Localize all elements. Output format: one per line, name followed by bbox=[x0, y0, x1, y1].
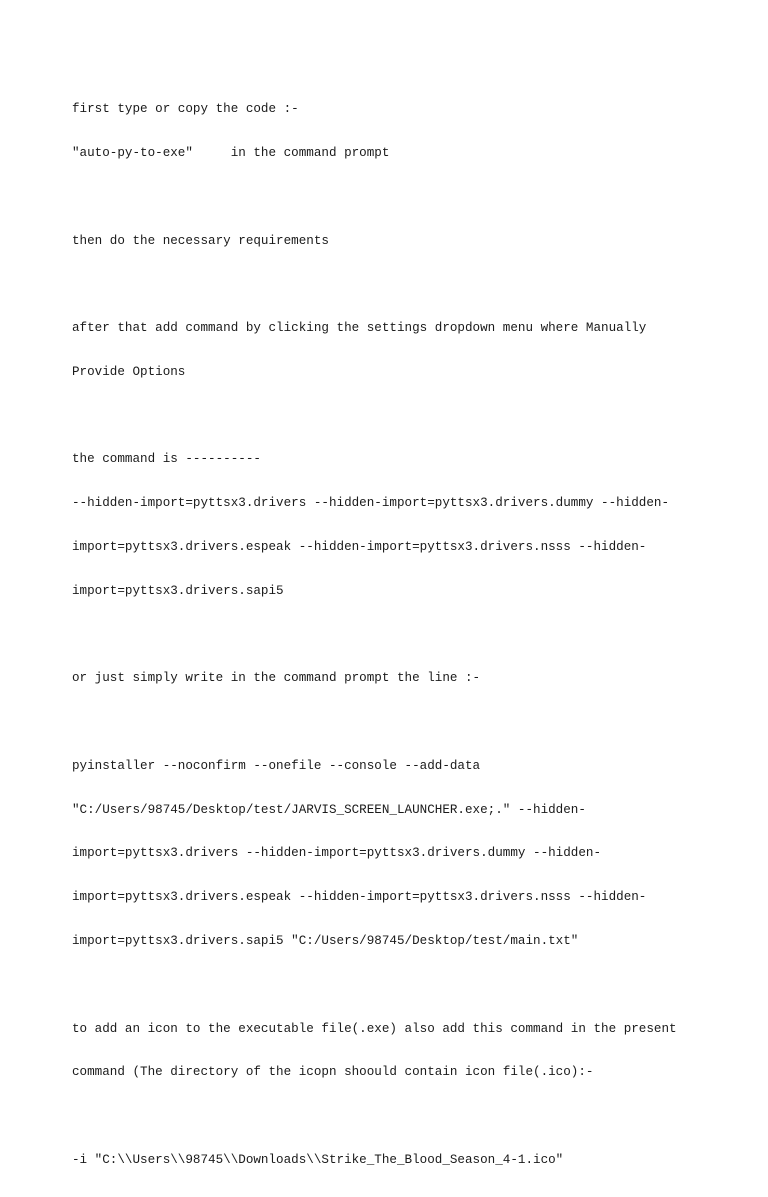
text-line: Provide Options bbox=[72, 364, 186, 379]
blank-line bbox=[72, 1109, 712, 1124]
blank-line bbox=[72, 277, 712, 292]
code-line: import=pyttsx3.drivers.espeak --hidden-import=pyttsx3.drivers.nsss --hidden- bbox=[72, 890, 647, 905]
blank-line bbox=[72, 409, 712, 424]
code-line: "C:/Users/98745/Desktop/test/JARVIS_SCREEN_LAUNCHER.exe;." --hidden- bbox=[72, 802, 586, 817]
code-line: import=pyttsx3.drivers.sapi5 bbox=[72, 583, 284, 598]
text-line: first type or copy the code :- bbox=[72, 102, 299, 117]
code-line: import=pyttsx3.drivers --hidden-import=pyttsx3.drivers.dummy --hidden- bbox=[72, 846, 602, 861]
blank-line bbox=[72, 628, 712, 643]
document-body bbox=[72, 73, 712, 1197]
code-line: import=pyttsx3.drivers.espeak --hidden-import=pyttsx3.drivers.nsss --hidden- bbox=[72, 540, 647, 554]
text-line: to add an icon to the executable file(.exe) also add this command in the present bbox=[72, 1021, 677, 1036]
text-line: command (The directory of the icopn shoould contain icon file(.ico):- bbox=[72, 1065, 594, 1080]
code-line: import=pyttsx3.drivers.sapi5 "C:/Users/98745/Desktop/test/main.txt" bbox=[72, 934, 579, 949]
code-line: --hidden-import=pyttsx3.drivers --hidden-import=pyttsx3.drivers.dummy --hidden- bbox=[72, 496, 670, 511]
code-line: pyinstaller --noconfirm --onefile --console --add-data bbox=[72, 758, 481, 773]
text-line: the command is ---------- bbox=[72, 452, 261, 467]
text-line: after that add command by clicking the settings dropdown menu where Manually bbox=[72, 321, 647, 336]
blank-line bbox=[72, 978, 712, 993]
blank-line bbox=[72, 715, 712, 730]
blank-line bbox=[72, 190, 712, 205]
text-line: then do the necessary requirements bbox=[72, 233, 329, 248]
text-line: "auto-py-to-exe" in the command prompt bbox=[72, 145, 390, 160]
code-line: -i "C:\\Users\\98745\\Downloads\\Strike_The_Blood_Season_4-1.ico" bbox=[72, 1152, 564, 1167]
text-line: or just simply write in the command prompt the line :- bbox=[72, 671, 481, 686]
